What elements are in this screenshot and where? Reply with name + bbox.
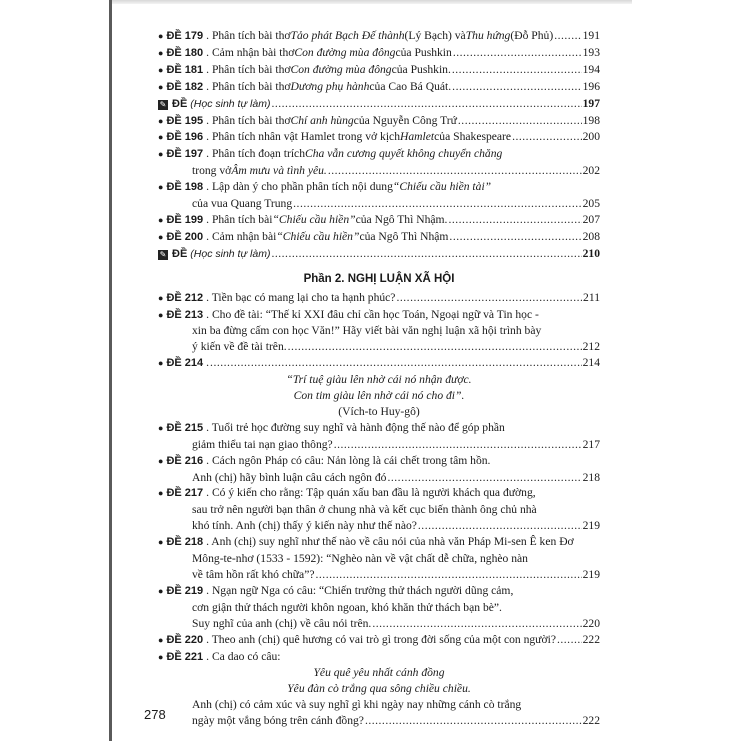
entry-text: trong vở: [192, 164, 232, 178]
dot-leader: [293, 196, 581, 212]
entry-text: . Theo anh (chị) quê hương có vai trò gì trong đời sống của một con người?: [206, 632, 556, 646]
entry-note: (Học sinh tự làm): [190, 97, 271, 110]
entry-text: ngày một vắng bóng trên cánh đồng?: [192, 714, 364, 728]
entry-text: của Ngô Thì Nhậm.: [355, 212, 448, 226]
toc-line: [158, 212, 600, 229]
toc-line: [158, 485, 600, 502]
bullet-icon: ●: [158, 422, 164, 433]
entry-text: Dương phụ hành: [290, 79, 370, 93]
entry-text: khó tính. Anh (chị) thấy ý kiến này như thế nào?: [192, 519, 417, 533]
entry-page: 197: [582, 96, 600, 110]
entry-page: 202: [582, 164, 600, 178]
toc-line: [158, 470, 600, 486]
pencil-icon: ✎: [159, 99, 167, 109]
toc-line: [158, 518, 600, 534]
toc-line: [158, 453, 600, 470]
entry-text: “Chiếu cầu hiền”: [276, 229, 360, 243]
entry-text: . Lập dàn ý cho phần phân tích nội dung: [206, 180, 393, 194]
bullet-icon: ●: [158, 488, 164, 499]
toc-entry[interactable]: [158, 229, 600, 246]
toc-entry[interactable]: [158, 632, 600, 649]
dot-leader: [210, 355, 582, 371]
toc-entry[interactable]: [158, 246, 600, 263]
entry-label: ĐỀ 200: [166, 230, 204, 243]
toc-line: [158, 713, 600, 729]
entry-label: ĐỀ 217: [166, 487, 204, 500]
entry-label: ĐỀ 179: [166, 30, 204, 42]
entry-text: . Cảm nhận bài thơ: [206, 45, 295, 59]
bullet-icon: ●: [158, 358, 164, 369]
bullet-icon: ●: [158, 585, 164, 596]
toc-entry[interactable]: [158, 453, 600, 486]
dot-leader: [554, 28, 581, 44]
toc-entry[interactable]: [158, 212, 600, 229]
entry-text: Con tim giàu lên nhờ cái nó cho đi”.: [293, 389, 465, 403]
quote-line: [158, 404, 600, 420]
dot-leader: [271, 246, 581, 262]
entry-text: Yêu quê yêu nhất cánh đồng: [313, 666, 445, 680]
entry-text: . Phân tích nhân vật Hamlet trong vở kịch: [206, 130, 400, 144]
entry-text: của vua Quang Trung: [192, 197, 293, 211]
page-number: 278: [144, 707, 166, 722]
entry-page: 219: [582, 568, 600, 581]
toc-entry[interactable]: [158, 534, 600, 583]
entry-text: Âm mưu và tình yêu.: [231, 164, 327, 178]
entry-text: “Trí tuệ giàu lên nhờ cái nó nhận được.: [286, 373, 472, 387]
entry-label: ĐỀ 215: [166, 421, 204, 434]
toc-entry[interactable]: [158, 28, 600, 45]
toc-entry[interactable]: [158, 179, 600, 212]
entry-page: 210: [582, 246, 600, 260]
entry-text: . Có ý kiến cho rằng: Tập quán xấu ban đầu là người khách qua đường,: [206, 486, 536, 500]
entry-page: 194: [582, 62, 600, 76]
bullet-icon: ●: [158, 81, 164, 92]
entry-text: Con đường mùa đông: [294, 45, 396, 59]
section-heading: Phần 2. NGHỊ LUẬN XÃ HỘI: [303, 272, 455, 285]
entry-text: Con đường mùa đông: [290, 62, 392, 76]
bullet-icon: ●: [158, 455, 164, 466]
entry-text: Yêu đàn cò trắng qua sông chiều chiều.: [287, 682, 471, 696]
entry-label: ĐỀ 214: [166, 357, 204, 370]
entry-text: . Phân tích bài thơ: [206, 62, 291, 76]
bullet-icon: ●: [158, 182, 164, 193]
toc-entry[interactable]: [158, 355, 600, 420]
bullet-icon: ●: [158, 64, 164, 75]
entry-text: Anh (chị) có cảm xúc và suy nghĩ gì khi ngày nay những cánh cò trắng: [192, 698, 522, 712]
toc-line: [158, 113, 600, 130]
toc-entry[interactable]: [158, 129, 600, 146]
toc-line: [158, 129, 600, 146]
bullet-icon: ●: [158, 634, 164, 645]
entry-label: ĐỀ 220: [166, 633, 204, 646]
entry-text: Cha vẫn cương quyết không chuyển chăng: [305, 147, 503, 161]
toc-line: [158, 146, 600, 163]
entry-page: 220: [582, 616, 600, 630]
entry-label: ĐỀ 181: [166, 63, 204, 76]
toc-line: [158, 79, 600, 96]
toc-line: [158, 163, 600, 179]
entry-text: . Ngạn ngữ Nga có câu: “Chiến trường thử thách người dũng cảm,: [206, 583, 514, 597]
toc-line: [158, 355, 600, 372]
bullet-icon: ●: [158, 115, 164, 126]
entry-text: Anh (chị) hãy bình luận câu cách ngôn đó: [192, 470, 387, 484]
toc-entry[interactable]: [158, 45, 600, 62]
entry-page: 219: [582, 519, 600, 533]
table-of-contents: [158, 28, 600, 729]
entry-text: (Vích-to Huy-gô): [338, 404, 420, 418]
entry-text: . Anh (chị) suy nghĩ như thế nào về câu nói của nhà văn Pháp Mi-sen Ê ken Đơ: [206, 535, 574, 549]
entry-text: của Ngô Thì Nhậm: [359, 229, 449, 243]
toc-line: [158, 681, 600, 697]
page-left-edge: [109, 0, 112, 741]
entry-text: Mông-te-nhơ (1533 - 1592): “Nghèo nàn về vật chất dễ chữa, nghèo nàn: [192, 552, 528, 566]
entry-text: “Chiếu cầu hiền”: [272, 212, 356, 226]
toc-line: [158, 502, 600, 518]
bullet-icon: ●: [158, 231, 164, 242]
toc-line: [158, 229, 600, 246]
dot-leader: [271, 96, 581, 112]
dot-leader: [316, 567, 582, 583]
toc-line: [158, 665, 600, 681]
toc-line: [158, 323, 600, 339]
toc-line: [158, 196, 600, 212]
bullet-icon: ●: [158, 149, 164, 160]
toc-entry[interactable]: [158, 649, 600, 730]
dot-leader: [365, 713, 582, 729]
entry-text: . Ca dao có câu:: [206, 649, 281, 663]
entry-page: 211: [583, 290, 600, 304]
entry-page: 222: [582, 632, 600, 646]
entry-label: ĐỀ 195: [166, 114, 204, 127]
entry-label: ĐỀ 219: [166, 584, 204, 597]
toc-line: [158, 246, 600, 263]
page-top-shadow: [112, 0, 632, 4]
bullet-icon: ●: [158, 537, 164, 548]
entry-text: Suy nghĩ của anh (chị) về câu nói trên.: [192, 616, 372, 630]
dot-leader: [288, 339, 582, 355]
toc-entry[interactable]: [158, 583, 600, 632]
entry-text: của Shakespeare: [434, 130, 512, 144]
entry-page: 217: [582, 437, 600, 451]
toc-line: [158, 551, 600, 567]
dot-leader: [557, 632, 582, 648]
entry-text: cơn giận thử thách người khôn ngoan, khó khăn thử thách bạn bè”.: [192, 600, 502, 614]
toc-line: [158, 290, 600, 307]
entry-label: ĐỀ 199: [166, 213, 204, 226]
entry-text: . Phân tích bài thơ: [206, 79, 291, 93]
entry-text: . Tuổi trẻ học đường suy nghĩ và hành động thế nào để góp phần: [206, 420, 505, 434]
entry-page: 212: [582, 340, 600, 354]
toc-line: [158, 616, 600, 632]
toc-entry[interactable]: [158, 420, 600, 453]
toc-line: [158, 437, 600, 453]
entry-text: . Cho đề tài: “Thế kỉ XXI đâu chỉ cần học Toán, Ngoại ngữ và Tin học -: [206, 307, 539, 321]
entry-text: Tảo phát Bạch Đế thành: [290, 29, 405, 42]
entry-text: (Đỗ Phủ): [510, 29, 554, 42]
dot-leader: [512, 129, 582, 145]
toc-line: [158, 307, 600, 324]
toc-line: [158, 420, 600, 437]
entry-label: ĐỀ 180: [166, 46, 204, 59]
bullet-icon: ●: [158, 309, 164, 320]
entry-text: của Cao Bá Quát.: [369, 79, 452, 93]
entry-page: 191: [582, 29, 600, 42]
entry-text: giảm thiểu tai nạn giao thông?: [192, 437, 333, 451]
toc-line: [158, 339, 600, 355]
toc-line: [158, 583, 600, 600]
toc-line: [158, 179, 600, 196]
dot-leader: [452, 79, 581, 95]
entry-text: xin ba đừng cấm con học Văn!” Hãy viết bài văn nghị luận xã hội trình bày: [192, 324, 542, 338]
bullet-icon: ●: [158, 132, 164, 143]
entry-page: 198: [582, 113, 600, 127]
toc-line: [158, 28, 600, 45]
entry-text: của Pushkin.: [391, 62, 451, 76]
entry-text: của Nguyễn Công Trứ: [353, 113, 457, 127]
dot-leader: [453, 45, 582, 61]
quote-line: [158, 388, 600, 404]
toc-entry[interactable]: [158, 146, 600, 179]
entry-text: . Cách ngôn Pháp có câu: Nản lòng là cái chết trong tâm hồn.: [206, 453, 491, 467]
bullet-icon: ●: [158, 292, 164, 303]
entry-label: ĐỀ 198: [166, 181, 204, 194]
entry-text: . Phân tích bài thơ: [206, 29, 291, 42]
entry-page: 205: [582, 197, 600, 211]
entry-label: ĐỀ 196: [166, 131, 204, 144]
entry-label: ĐỀ 197: [166, 148, 204, 161]
toc-line: [158, 632, 600, 649]
entry-page: 208: [582, 229, 600, 243]
entry-label: ĐỀ: [172, 247, 188, 260]
dot-leader: [458, 113, 582, 129]
entry-text: Hamlet: [400, 130, 435, 144]
bullet-icon: ●: [158, 31, 164, 41]
entry-label: ĐỀ: [172, 97, 188, 110]
toc-entry[interactable]: [158, 290, 600, 307]
entry-text: . Phân tích đoạn trích: [206, 147, 305, 161]
entry-text: . Phân tích bài thơ: [206, 113, 291, 127]
toc-line: [158, 600, 600, 616]
entry-text: . Phân tích bài: [206, 212, 273, 226]
toc-line: [158, 96, 600, 113]
toc-line: [158, 649, 600, 666]
entry-page: 196: [582, 79, 600, 93]
entry-text: . Tiền bạc có mang lại cho ta hạnh phúc?: [206, 290, 396, 304]
dot-leader: [396, 290, 582, 306]
entry-text: về tâm hồn rất khó chữa”?: [192, 568, 315, 581]
dot-leader: [449, 229, 581, 245]
toc-entry[interactable]: [158, 96, 600, 113]
toc-line: [158, 697, 600, 713]
toc-entry[interactable]: [158, 79, 600, 96]
dot-leader: [448, 212, 581, 228]
entry-label: ĐỀ 213: [166, 308, 204, 321]
quote-line: [158, 372, 600, 388]
toc-line: [158, 62, 600, 79]
entry-page: 222: [582, 714, 600, 728]
entry-label: ĐỀ 221: [166, 650, 204, 663]
entry-text: . Cảm nhận bài: [206, 229, 277, 243]
entry-label: ĐỀ 212: [166, 291, 204, 304]
dot-leader: [328, 163, 582, 179]
toc-line: [158, 45, 600, 62]
toc-entry[interactable]: [158, 307, 600, 356]
entry-label: ĐỀ 182: [166, 80, 204, 93]
dot-leader: [372, 616, 581, 632]
entry-text: (Lý Bạch) và: [404, 29, 466, 42]
entry-text: “Chiếu cầu hiền tài”: [392, 180, 492, 194]
entry-label: ĐỀ 216: [166, 454, 204, 467]
dot-leader: [452, 62, 582, 78]
pencil-icon: ✎: [159, 249, 167, 259]
toc-entry[interactable]: [158, 113, 600, 130]
entry-text: sau trở nên người bạn thân ở chung nhà và kết cục biến thành ông chủ nhà: [192, 503, 537, 517]
entry-page: 207: [582, 212, 600, 226]
bullet-icon: ●: [158, 214, 164, 225]
entry-text: của Pushkin: [395, 45, 452, 59]
entry-label: ĐỀ 218: [166, 536, 204, 549]
entry-text: ý kiến về đề tài trên.: [192, 340, 287, 354]
entry-page: 214: [582, 356, 600, 370]
bullet-icon: ●: [158, 651, 164, 662]
entry-page: 218: [582, 470, 600, 484]
entry-text: Chí anh hùng: [290, 113, 354, 127]
entry-page: 200: [582, 130, 600, 144]
dot-leader: [418, 518, 582, 534]
bullet-icon: ●: [158, 47, 164, 58]
entry-text: .: [206, 356, 210, 370]
entry-text: Thu hứng: [465, 29, 511, 42]
entry-note: (Học sinh tự làm): [190, 247, 271, 260]
toc-line: [158, 534, 600, 551]
dot-leader: [387, 470, 581, 486]
toc-entry[interactable]: [158, 62, 600, 79]
entry-page: 193: [582, 45, 600, 59]
toc-entry[interactable]: [158, 485, 600, 534]
toc-line: [158, 567, 600, 583]
dot-leader: [334, 437, 582, 453]
